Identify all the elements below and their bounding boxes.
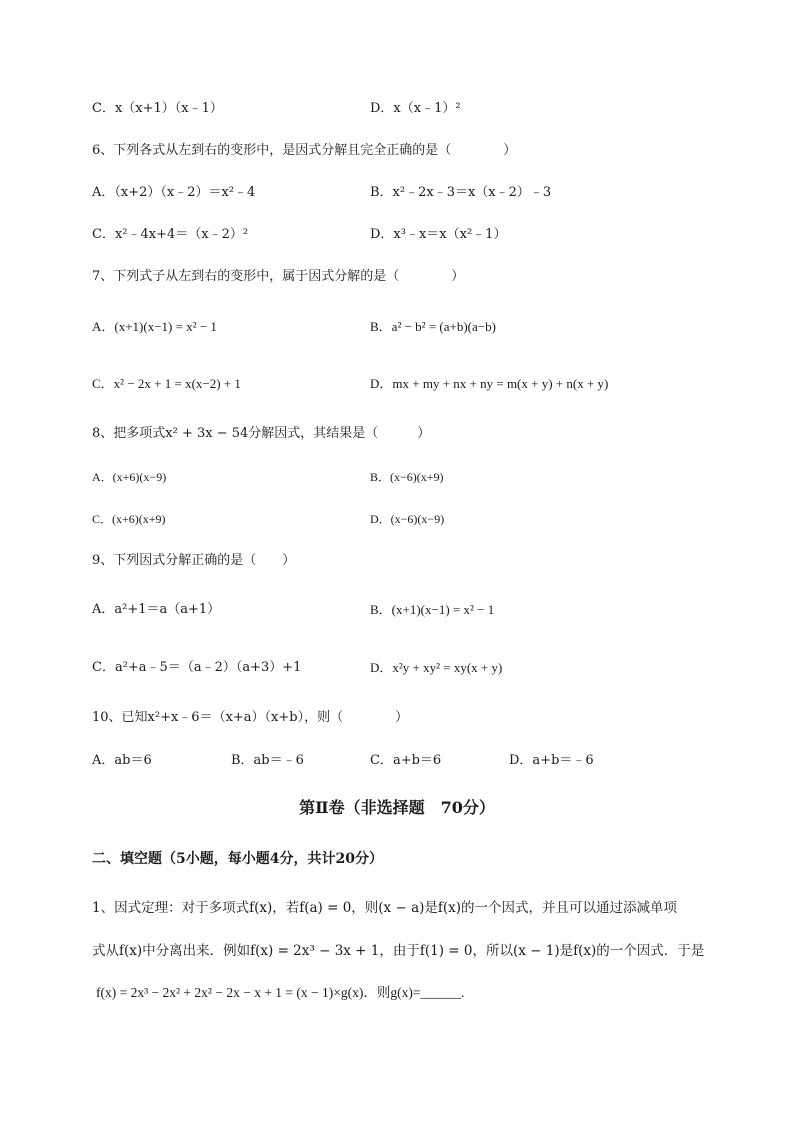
q8-option-b: B．(x−6)(x+9): [370, 470, 444, 484]
fill1-line3: f(x) = 2x³ − 2x² + 2x² − 2x − x + 1 = (x − 1)×g(x)．则g(x)=______.: [96, 985, 465, 1000]
q9-option-d: D．x²y + xy² = xy(x + y): [370, 660, 503, 675]
q10-option-a: A．ab＝6: [92, 753, 152, 768]
section2-title: 二、填空题（5小题，每小题4分，共计20分）: [92, 851, 383, 867]
q7-option-c: C．x² − 2x + 1 = x(x−2) + 1: [92, 376, 241, 391]
q6-option-b: B．x²﹣2x﹣3＝x（x﹣2）﹣3: [370, 185, 552, 200]
q10-option-d: D．a+b＝﹣6: [509, 753, 594, 768]
q8-stem: 8、把多项式x² + 3x − 54分解因式，其结果是（ ）: [92, 426, 431, 441]
q6-option-d: D．x³﹣x＝x（x²﹣1）: [370, 227, 507, 242]
q6-option-a: A．（x+2）（x﹣2）＝x²﹣4: [92, 185, 256, 200]
q9-option-b: B．(x+1)(x−1) = x² − 1: [370, 602, 495, 617]
q7-option-b: B．a² − b² = (a+b)(a−b): [370, 319, 496, 334]
q8-option-d: D．(x−6)(x−9): [370, 512, 445, 526]
q8-option-c: C．(x+6)(x+9): [92, 512, 166, 526]
q6-option-c: C．x²﹣4x+4＝（x﹣2）²: [92, 227, 249, 242]
q10-stem: 10、已知x²+x﹣6＝（x+a）（x+b），则（ ）: [92, 710, 409, 725]
q5-option-d: D．x（x﹣1）²: [370, 101, 461, 116]
q5-option-c: C．x（x+1）（x﹣1）: [92, 101, 223, 116]
fill1-line1: 1、因式定理：对于多项式f(x)，若f(a) = 0，则(x − a)是f(x)的一个因式，并且可以通过添减单项: [92, 900, 678, 916]
part2-heading: 第Ⅱ卷（非选择题 70分）: [299, 798, 495, 817]
q10-option-c: C．a+b＝6: [370, 753, 442, 768]
q9-option-a: A．a²+1＝a（a+1）: [92, 602, 221, 617]
q7-option-d: D．mx + my + nx + ny = m(x + y) + n(x + y): [370, 376, 609, 391]
q8-option-a: A．(x+6)(x−9): [92, 470, 167, 484]
q7-option-a: A．(x+1)(x−1) = x² − 1: [92, 319, 217, 334]
q9-option-c: C．a²+a﹣5＝（a﹣2）（a+3）+1: [92, 660, 302, 675]
fill1-line2: 式从f(x)中分离出来．例如f(x) = 2x³ − 3x + 1，由于f(1) = 0，所以(x − 1)是f(x)的一个因式．于是: [92, 943, 705, 959]
q9-stem: 9、下列因式分解正确的是（ ）: [92, 553, 296, 568]
q10-option-b: B．ab＝﹣6: [231, 753, 304, 768]
q7-stem: 7、下列式子从左到右的变形中，属于因式分解的是（ ）: [92, 269, 465, 284]
q6-stem: 6、下列各式从左到右的变形中，是因式分解且完全正确的是（ ）: [92, 143, 517, 158]
